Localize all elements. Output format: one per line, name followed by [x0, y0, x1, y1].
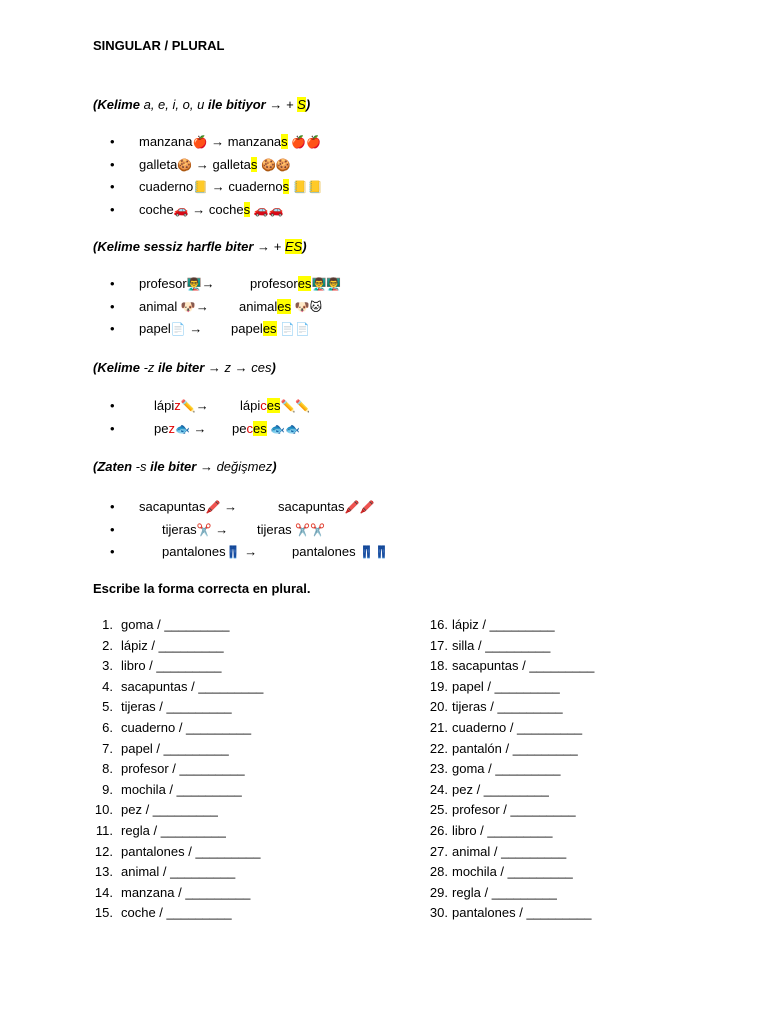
rule-open: ( [93, 459, 98, 474]
exercise-prompt[interactable]: pantalón / _________ [452, 740, 578, 756]
exercise-prompt[interactable]: cuaderno / _________ [121, 719, 252, 735]
apple-icon: 🍎 [192, 135, 208, 149]
plural-word: profesor [250, 276, 298, 291]
rule-bold: Kelime [97, 97, 144, 112]
plural-ending: s [250, 156, 258, 172]
exercise-number: 17. [429, 637, 448, 653]
exercise-prompt[interactable]: pez / _________ [452, 781, 549, 797]
rule-bold: Zaten [97, 459, 136, 474]
exercise-number: 19. [429, 678, 448, 694]
arrow-icon: → [192, 201, 206, 217]
exercise-number: 24. [429, 781, 448, 797]
rule-open: ( [93, 360, 98, 375]
rule-close: ) [305, 97, 311, 112]
exercise-item [418, 780, 594, 801]
plural-changed-letter: c [246, 420, 253, 436]
arrow-icon: → [195, 156, 209, 172]
rule-bold: Kelime sessiz harfle biter [97, 239, 254, 254]
exercise-number: 6. [102, 719, 113, 735]
arrow-icon: → [189, 321, 203, 336]
exercise-prompt[interactable]: libro / _________ [452, 822, 553, 838]
rule-text: → + [265, 97, 298, 112]
arrow-icon: → [211, 179, 225, 194]
exercise-item [418, 677, 594, 698]
exercise-item [418, 883, 594, 904]
arrow-icon: → [211, 134, 225, 149]
exercise-prompt[interactable]: lápiz / _________ [121, 637, 224, 653]
exercise-number: 9. [102, 781, 113, 797]
plural-ending: es [297, 276, 312, 291]
exercise-item [75, 780, 263, 801]
exercise-prompt[interactable]: pantalones / _________ [121, 843, 261, 859]
exercise-item [418, 903, 594, 924]
exercise-item [418, 759, 594, 780]
singular-ending: z [174, 398, 181, 413]
car-icon: 🚗 [173, 202, 189, 217]
exercise-number: 11. [95, 822, 113, 838]
exercise-number: 1. [102, 617, 113, 632]
cars-icon: 🚗🚗 [253, 202, 284, 217]
plural-word: manzana [227, 134, 282, 149]
rule-close: ) [302, 239, 307, 254]
exercise-number: 22. [429, 740, 448, 756]
exercise-prompt[interactable]: papel / _________ [121, 740, 229, 756]
singular-word: sacapuntas [139, 499, 206, 514]
teacher-icon: 👨‍🏫 [186, 277, 202, 291]
pencils-icon: ✏️✏️ [280, 399, 311, 413]
plural-word: animal [239, 298, 278, 314]
exercise-item [75, 656, 263, 677]
exercise-prompt[interactable]: profesor / _________ [121, 761, 245, 777]
exercise-number: 12. [94, 843, 113, 859]
exercise-item [75, 759, 263, 780]
plural-word: coche [208, 201, 244, 217]
rule-text: → z → ces [204, 360, 272, 375]
plural-word: pe [232, 420, 247, 436]
exercise-item [418, 862, 594, 883]
exercise-prompt[interactable]: profesor / _________ [452, 802, 576, 818]
exercise-prompt[interactable]: sacapuntas / _________ [121, 678, 264, 694]
plural-ending: s [281, 134, 288, 149]
rule-bold: ile bitiyor [207, 97, 266, 112]
plural-ending: es [277, 298, 292, 314]
rule-open: ( [93, 239, 98, 254]
singular-word: papel [139, 321, 171, 336]
scissors-pair-icon: ✂️✂️ [295, 522, 326, 537]
singular-word: manzana [139, 134, 193, 149]
exercise-number: 28. [429, 864, 448, 880]
plural-word: galleta [212, 156, 251, 172]
exercise-prompt[interactable]: goma / _________ [121, 617, 230, 632]
exercise-number: 15. [94, 905, 113, 921]
arrow-icon: → [195, 298, 209, 314]
exercise-prompt[interactable]: pantalones / _________ [452, 905, 592, 921]
fish-icon: 🐟 [174, 421, 190, 436]
exercise-prompt[interactable]: goma / _________ [452, 761, 561, 777]
rule-bold: Kelime [97, 360, 144, 375]
plural-ending: s [282, 179, 290, 194]
exercise-prompt[interactable]: regla / _________ [452, 884, 557, 900]
rule-close: ) [271, 360, 276, 375]
fishes-icon: 🐟🐟 [270, 421, 301, 436]
rule-text: -s [135, 459, 151, 474]
rule-bold: ile biter [158, 360, 205, 375]
exercise-prompt[interactable]: papel / _________ [452, 678, 560, 694]
exercise-item [418, 656, 594, 677]
exercise-item [418, 739, 594, 760]
rule-highlight: ES [284, 239, 303, 254]
plural-word: lápi [240, 398, 261, 413]
cookie-icon: 🍪 [177, 157, 193, 172]
apples-icon: 🍎🍎 [291, 135, 322, 149]
plural-ending: es [262, 321, 277, 336]
exercise-prompt[interactable]: sacapuntas / _________ [452, 658, 595, 674]
plural-word: cuaderno [228, 179, 283, 194]
teachers-icon: 👨‍🏫👨‍🏫 [311, 277, 342, 291]
exercise-number: 18. [429, 658, 448, 674]
exercise-number: 30. [429, 905, 448, 921]
exercise-prompt[interactable]: animal / _________ [452, 843, 567, 859]
exercise-item [418, 636, 594, 657]
exercise-prompt[interactable]: cuaderno / _________ [452, 719, 583, 735]
trousers-pair-icon: 👖👖 [359, 545, 390, 559]
arrow-icon: → [201, 276, 215, 291]
exercise-number: 26. [429, 822, 448, 838]
exercise-prompt[interactable]: regla / _________ [121, 822, 226, 838]
rule-close: ) [272, 459, 277, 474]
exercise-item [75, 697, 263, 718]
rule-text: → değişmez [196, 459, 273, 474]
singular-word: animal [139, 298, 178, 314]
plural-ending: es [266, 398, 281, 413]
rule-text: a, e, i, o, u [143, 97, 208, 112]
rule-highlight: S [297, 97, 306, 112]
exercise-item [418, 842, 594, 863]
exercise-item [75, 615, 263, 636]
exercise-prompt[interactable]: lápiz / _________ [452, 617, 555, 632]
singular-word: pe [154, 420, 169, 436]
exercise-item [75, 636, 263, 657]
exercise-number: 8. [102, 761, 113, 777]
exercise-number: 7. [102, 740, 113, 756]
exercise-number: 5. [102, 699, 113, 715]
papers-icon: 📄📄 [280, 322, 311, 336]
singular-word: coche [139, 201, 174, 217]
exercise-prompt[interactable]: animal / _________ [121, 864, 236, 880]
exercise-item [418, 697, 594, 718]
singular-word: profesor [139, 276, 187, 291]
singular-word: galleta [139, 156, 178, 172]
exercise-prompt[interactable]: coche / _________ [121, 905, 232, 921]
exercise-item [418, 800, 594, 821]
exercise-number: 23. [429, 761, 448, 777]
paper-icon: 📄 [170, 322, 186, 336]
exercise-prompt[interactable]: silla / _________ [452, 637, 551, 653]
cookies-icon: 🍪🍪 [260, 157, 291, 172]
scissors-icon: ✂️ [196, 522, 212, 537]
exercise-item [75, 903, 263, 924]
rule-text: → + [253, 239, 285, 254]
pencil-icon: ✏️ [180, 399, 196, 413]
singular-word: tijeras [162, 521, 197, 537]
exercise-number: 29. [429, 884, 448, 900]
exercise-item [75, 718, 263, 739]
arrow-icon: → [215, 521, 229, 537]
exercise-item [418, 821, 594, 842]
plural-word: pantalones [292, 544, 356, 559]
exercise-item [75, 800, 263, 821]
sharpener-icon: 🖍️ [205, 500, 221, 514]
rule-z-ending [93, 360, 276, 375]
rule-text: -z [143, 360, 159, 375]
singular-word: cuaderno [139, 179, 194, 194]
rule-bold: ile biter [150, 459, 197, 474]
dog-icon: 🐶 [180, 299, 196, 314]
rule-open: ( [93, 97, 98, 112]
exercise-instruction: Escribe la forma correcta en plural. [93, 581, 311, 596]
exercise-list-right [418, 615, 594, 924]
exercise-number: 4. [102, 678, 113, 694]
exercise-number: 27. [429, 843, 448, 859]
page-title: SINGULAR / PLURAL [93, 38, 225, 53]
singular-ending: z [168, 420, 175, 436]
exercise-item [75, 883, 263, 904]
exercise-item [75, 739, 263, 760]
plural-word: sacapuntas [278, 499, 345, 514]
exercise-number: 10. [94, 802, 113, 818]
trousers-icon: 👖 [225, 545, 241, 559]
arrow-icon: → [193, 420, 207, 436]
exercise-prompt[interactable]: pez / _________ [121, 802, 218, 818]
arrow-icon: → [195, 398, 209, 413]
dog-cat-icon: 🐶🐱 [294, 299, 323, 314]
exercise-item [75, 821, 263, 842]
exercise-number: 13. [94, 864, 113, 880]
rule-vowel-ending [93, 97, 310, 112]
exercise-number: 2. [102, 637, 113, 653]
exercise-prompt[interactable]: mochila / _________ [121, 781, 242, 797]
exercise-list-left [75, 615, 263, 924]
exercise-prompt[interactable]: libro / _________ [121, 658, 222, 674]
exercise-prompt[interactable]: tijeras / _________ [452, 699, 563, 715]
exercise-prompt[interactable]: tijeras / _________ [121, 699, 232, 715]
exercise-number: 25. [429, 802, 448, 818]
exercise-item [418, 615, 594, 636]
arrow-icon: → [244, 544, 258, 559]
plural-ending: es [252, 420, 267, 436]
rule-s-ending [93, 459, 277, 474]
exercise-item [418, 718, 594, 739]
notebooks-icon: 📒📒 [292, 180, 323, 194]
plural-word: papel [231, 321, 263, 336]
exercise-item [75, 862, 263, 883]
exercise-number: 21. [429, 719, 448, 735]
notebook-icon: 📒 [193, 180, 209, 194]
plural-word: tijeras [257, 521, 292, 537]
exercise-number: 14. [94, 884, 113, 900]
exercise-prompt[interactable]: manzana / _________ [121, 884, 251, 900]
singular-word: lápi [154, 398, 175, 413]
exercise-number: 3. [102, 658, 113, 674]
singular-word: pantalones [162, 544, 226, 559]
plural-ending: s [243, 201, 251, 217]
exercise-item [75, 677, 263, 698]
exercise-number: 20. [429, 699, 448, 715]
sharpeners-icon: 🖍️🖍️ [344, 500, 375, 514]
plural-changed-letter: c [260, 398, 267, 413]
exercise-number: 16. [429, 617, 448, 632]
exercise-prompt[interactable]: mochila / _________ [452, 864, 573, 880]
arrow-icon: → [224, 499, 238, 514]
exercise-item [75, 842, 263, 863]
rule-consonant-ending [93, 239, 307, 254]
